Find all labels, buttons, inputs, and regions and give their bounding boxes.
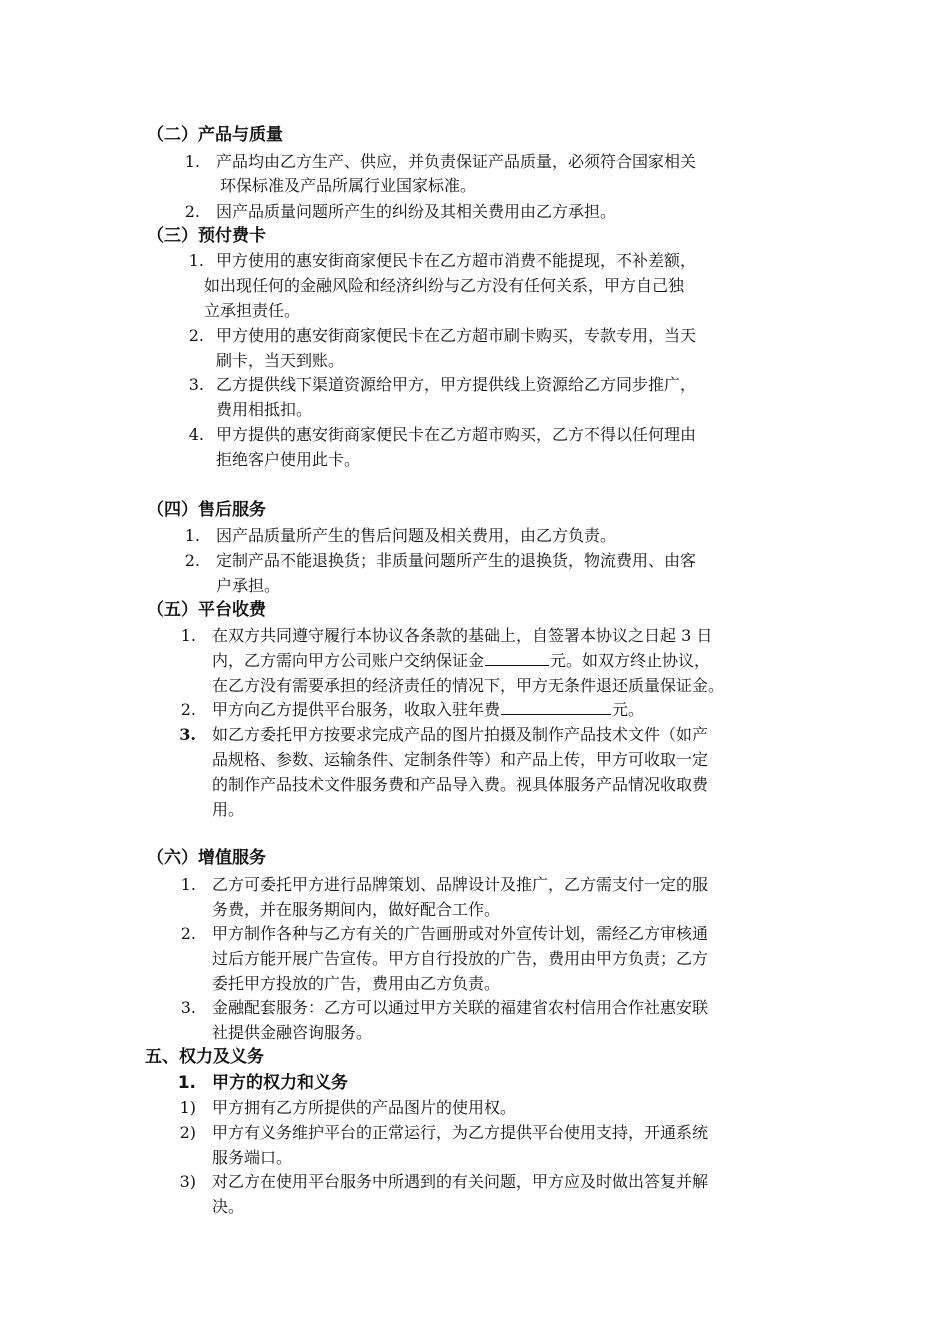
section-heading-product-quality: （二）产品与质量 [147, 125, 283, 145]
section-heading-value-added: （六）增值服务 [147, 848, 266, 868]
deposit-amount-blank [485, 649, 549, 666]
section-heading-platform-fees: （五）平台收费 [147, 600, 266, 620]
subsection-heading-party-a: 1. 甲方的权力和义务 [177, 1073, 348, 1093]
document-page: （二）产品与质量 1. 产品均由乙方生产、供应，并负责保证产品质量，必须符合国家相关 环保标准及产品所属行业国家标准。 2. 因产品质量问题所产生的纠纷及其相关费用由乙方承担。 （三）预付费卡 1. 甲方使用的惠安街商家便民卡在乙方超市消费不能提现，不补差额， 如出现任何的金融风险和经济纠纷与乙方没有任何关系，甲方自己独 立承担责任。 2. 甲方使用的惠安街商家便民卡在乙方超市刷卡购买，专款专用，当天 刷卡，当天到账。 3. 乙方提供线下渠道资源给甲方，甲方提供线上资源给乙方同步推广， 费用相抵扣。 4. 甲方提供的惠安街商家便民卡在乙方超市购买，乙方不得以任何理由 拒绝客户使用此卡。 （四）售后服务 1. 因产品质量所产生的售后问题及相关费用，由乙方负责。 2. 定制产品不能退换货；非质量问题所产生的退换货，物流费用、由客 户承担。 （五）平台收费 1. 在双方共同遵守履行本协议各条款的基础上，自签署本协议之日起 3 日 内，乙方需向甲方公司账户交纳保证金 元。如双方终止协议， 在乙方没有需要承担的经济责任的情况下，甲方无条件退还质量保证金。 2. 甲方向乙方提供平台服务，收取入驻年费 元。 3. 如乙方委托甲方按要求完成产品的图片拍摄及制作产品技术文件（如产 品规格、参数、运输条件、定制条件等）和产品上传，甲方可收取一定 的制作产品技术文件服务费和产品导入费。视具体服务产品情况收取费 用。 （六）增值服务 1. 乙方可委托甲方进行品牌策划、品牌设计及推广，乙方需支付一定的服 务费，并在服务期间内，做好配合工作。 2. 甲方制作各种与乙方有关的广告画册或对外宣传计划，需经乙方审核通 过后方能开展广告宣传。甲方自行投放的广告，费用由甲方负责；乙方 委托甲方投放的广告，费用由乙方负责。 3. 金融配套服务：乙方可以通过甲方关联的福建省农村信用合作社惠安联 社提供金融咨询服务。 五、权力及义务 1. 甲方的权力和义务 1) 甲方拥有乙方所提供的产品图片的使用权。 2) 甲方有义务维护平台的正常运行，为乙方提供平台使用支持，开通系统 服务端口。 3) 对乙方在使用平台服务中所遇到的有关问题，甲方应及时做出答复并解 决。 [145, 125, 725, 1216]
chapter-heading-rights-obligations: 五、权力及义务 [145, 1047, 264, 1067]
section-heading-prepaid-card: （三）预付费卡 [147, 226, 266, 246]
section-heading-after-sales: （四）售后服务 [147, 500, 266, 520]
annual-fee-blank [501, 698, 611, 715]
